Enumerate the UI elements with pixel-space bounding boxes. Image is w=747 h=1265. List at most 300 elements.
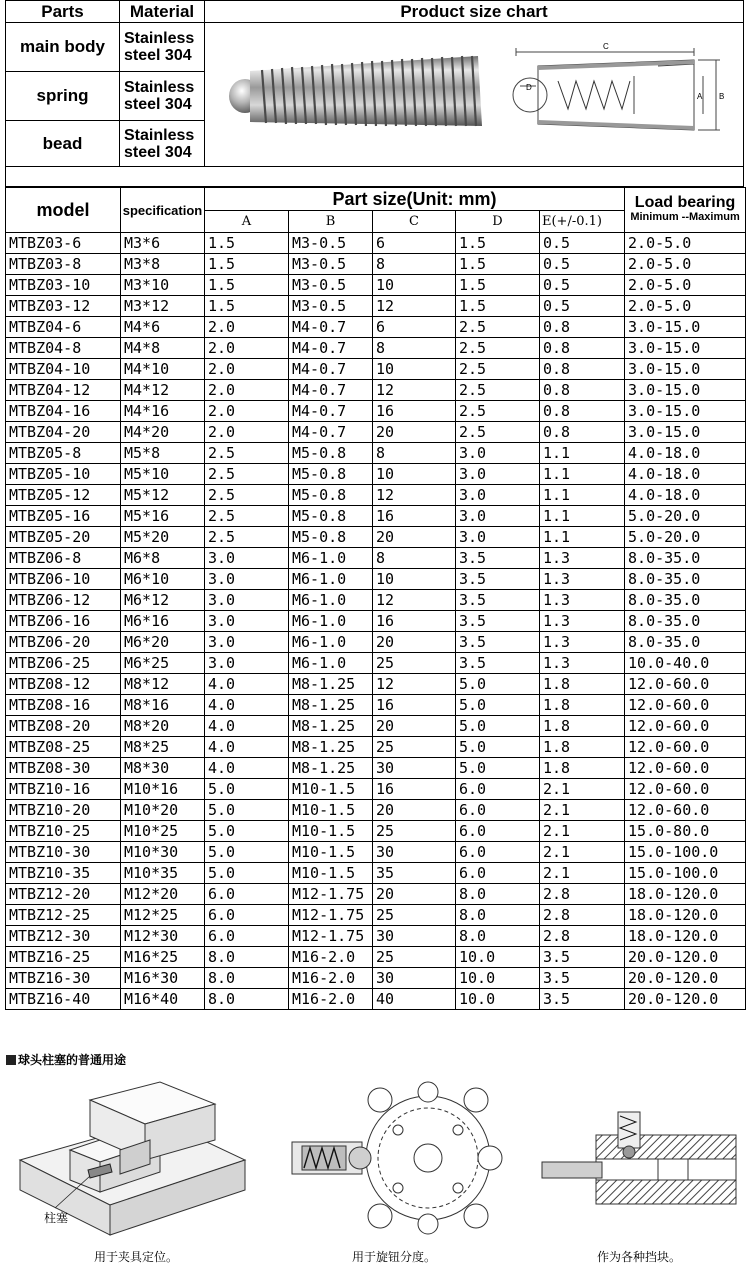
load-range-cell: 8.0-35.0	[625, 632, 746, 653]
a-cell: 1.5	[205, 296, 289, 317]
specification-cell: M12*30	[121, 926, 205, 947]
table-row	[6, 842, 746, 863]
c-cell: 12	[373, 485, 456, 506]
load-range-cell: 3.0-15.0	[625, 380, 746, 401]
col-e-header: E(+/-0.1)	[540, 211, 625, 233]
usage-title-text: 球头柱塞的普通用途	[18, 1053, 127, 1067]
b-cell: M6-1.0	[289, 569, 373, 590]
material-line: steel 304	[124, 96, 192, 113]
table-row	[6, 716, 746, 737]
bullet-square	[6, 1055, 16, 1065]
b-cell: M8-1.25	[289, 716, 373, 737]
col-a-header: A	[205, 211, 289, 233]
b-cell: M6-1.0	[289, 653, 373, 674]
e-cell: 2.1	[540, 821, 625, 842]
load-range-cell: 4.0-18.0	[625, 464, 746, 485]
b-cell: M4-0.7	[289, 380, 373, 401]
d-cell: 3.0	[456, 485, 540, 506]
specification-header: specification	[121, 188, 205, 233]
e-cell: 1.8	[540, 758, 625, 779]
d-cell: 5.0	[456, 674, 540, 695]
table-row	[6, 947, 746, 968]
table-row	[6, 758, 746, 779]
model-cell: MTBZ05-16	[6, 506, 121, 527]
specification-cell: M5*10	[121, 464, 205, 485]
specification-cell: M10*16	[121, 779, 205, 800]
table-row	[6, 611, 746, 632]
material-line: steel 304	[124, 47, 192, 64]
specification-cell: M8*16	[121, 695, 205, 716]
table-row	[6, 317, 746, 338]
col-b-header: B	[289, 211, 373, 233]
a-cell: 2.5	[205, 527, 289, 548]
table-row	[6, 401, 746, 422]
caption-knob: 用于旋钮分度。	[352, 1250, 437, 1264]
table-row	[6, 968, 746, 989]
specification-cell: M4*10	[121, 359, 205, 380]
d-cell: 5.0	[456, 695, 540, 716]
c-cell: 16	[373, 779, 456, 800]
model-cell: MTBZ06-16	[6, 611, 121, 632]
d-cell: 10.0	[456, 968, 540, 989]
d-cell: 3.0	[456, 464, 540, 485]
a-cell: 6.0	[205, 905, 289, 926]
specification-cell: M8*20	[121, 716, 205, 737]
c-cell: 10	[373, 275, 456, 296]
model-cell: MTBZ03-6	[6, 233, 121, 254]
b-cell: M5-0.8	[289, 464, 373, 485]
c-cell: 30	[373, 968, 456, 989]
model-cell: MTBZ03-8	[6, 254, 121, 275]
load-range-cell: 3.0-15.0	[625, 317, 746, 338]
load-range-cell: 2.0-5.0	[625, 233, 746, 254]
spec-table	[5, 187, 746, 1010]
c-cell: 12	[373, 380, 456, 401]
specification-cell: M3*12	[121, 296, 205, 317]
specification-cell: M4*6	[121, 317, 205, 338]
material-row	[6, 121, 205, 167]
e-cell: 1.1	[540, 464, 625, 485]
b-cell: M4-0.7	[289, 422, 373, 443]
specification-cell: M12*20	[121, 884, 205, 905]
specification-cell: M16*25	[121, 947, 205, 968]
e-cell: 1.1	[540, 485, 625, 506]
d-cell: 2.5	[456, 422, 540, 443]
model-cell: MTBZ06-10	[6, 569, 121, 590]
load-range-cell: 2.0-5.0	[625, 296, 746, 317]
e-cell: 0.8	[540, 401, 625, 422]
dim-d-label: D	[526, 83, 532, 92]
load-bearing-range-label: Minimum --Maximum	[630, 211, 740, 223]
b-cell: M10-1.5	[289, 800, 373, 821]
a-cell: 4.0	[205, 674, 289, 695]
model-cell: MTBZ10-20	[6, 800, 121, 821]
e-cell: 1.3	[540, 611, 625, 632]
load-range-cell: 20.0-120.0	[625, 947, 746, 968]
b-cell: M12-1.75	[289, 884, 373, 905]
d-cell: 2.5	[456, 317, 540, 338]
b-cell: M10-1.5	[289, 779, 373, 800]
material-line: steel 304	[124, 144, 192, 161]
load-range-cell: 12.0-60.0	[625, 779, 746, 800]
specification-cell: M5*16	[121, 506, 205, 527]
b-cell: M6-1.0	[289, 590, 373, 611]
c-cell: 12	[373, 296, 456, 317]
model-cell: MTBZ08-20	[6, 716, 121, 737]
c-cell: 25	[373, 947, 456, 968]
specification-cell: M6*12	[121, 590, 205, 611]
c-cell: 6	[373, 317, 456, 338]
specification-cell: M10*20	[121, 800, 205, 821]
material-value	[120, 23, 205, 71]
load-bearing-header	[625, 188, 746, 233]
b-cell: M6-1.0	[289, 611, 373, 632]
e-cell: 1.3	[540, 590, 625, 611]
load-range-cell: 4.0-18.0	[625, 485, 746, 506]
a-cell: 4.0	[205, 695, 289, 716]
model-cell: MTBZ08-16	[6, 695, 121, 716]
e-cell: 2.8	[540, 905, 625, 926]
table-row	[6, 800, 746, 821]
part-name: spring	[6, 72, 120, 120]
specification-cell: M10*30	[121, 842, 205, 863]
dim-c-label: C	[603, 42, 609, 51]
load-range-cell: 5.0-20.0	[625, 506, 746, 527]
table-row	[6, 989, 746, 1010]
c-cell: 20	[373, 716, 456, 737]
load-range-cell: 18.0-120.0	[625, 905, 746, 926]
load-range-cell: 15.0-80.0	[625, 821, 746, 842]
c-cell: 16	[373, 506, 456, 527]
b-cell: M6-1.0	[289, 548, 373, 569]
model-cell: MTBZ04-20	[6, 422, 121, 443]
col-d-header: D	[456, 211, 540, 233]
specification-cell: M5*20	[121, 527, 205, 548]
c-cell: 20	[373, 527, 456, 548]
e-cell: 2.1	[540, 779, 625, 800]
b-cell: M4-0.7	[289, 338, 373, 359]
b-cell: M16-2.0	[289, 989, 373, 1010]
load-range-cell: 4.0-18.0	[625, 443, 746, 464]
c-cell: 30	[373, 842, 456, 863]
e-cell: 2.1	[540, 863, 625, 884]
d-cell: 10.0	[456, 947, 540, 968]
specification-cell: M6*10	[121, 569, 205, 590]
table-row	[6, 464, 746, 485]
b-cell: M12-1.75	[289, 905, 373, 926]
d-cell: 8.0	[456, 884, 540, 905]
c-cell: 35	[373, 863, 456, 884]
table-row	[6, 590, 746, 611]
model-cell: MTBZ10-30	[6, 842, 121, 863]
a-cell: 2.0	[205, 380, 289, 401]
a-cell: 4.0	[205, 716, 289, 737]
b-cell: M4-0.7	[289, 317, 373, 338]
e-cell: 1.3	[540, 569, 625, 590]
load-range-cell: 8.0-35.0	[625, 569, 746, 590]
c-cell: 30	[373, 758, 456, 779]
a-cell: 2.0	[205, 422, 289, 443]
a-cell: 8.0	[205, 947, 289, 968]
c-cell: 12	[373, 674, 456, 695]
d-cell: 6.0	[456, 863, 540, 884]
model-cell: MTBZ16-30	[6, 968, 121, 989]
specification-cell: M10*35	[121, 863, 205, 884]
dim-b-label: B	[719, 92, 725, 101]
table-row	[6, 821, 746, 842]
load-range-cell: 8.0-35.0	[625, 611, 746, 632]
specification-cell: M8*30	[121, 758, 205, 779]
e-cell: 1.8	[540, 716, 625, 737]
d-cell: 3.0	[456, 527, 540, 548]
model-cell: MTBZ12-25	[6, 905, 121, 926]
b-cell: M6-1.0	[289, 632, 373, 653]
d-cell: 2.5	[456, 338, 540, 359]
e-cell: 3.5	[540, 989, 625, 1010]
d-cell: 3.5	[456, 653, 540, 674]
d-cell: 3.5	[456, 590, 540, 611]
model-cell: MTBZ10-16	[6, 779, 121, 800]
load-range-cell: 18.0-120.0	[625, 884, 746, 905]
b-cell: M10-1.5	[289, 842, 373, 863]
load-range-cell: 18.0-120.0	[625, 926, 746, 947]
load-range-cell: 2.0-5.0	[625, 254, 746, 275]
model-cell: MTBZ12-20	[6, 884, 121, 905]
c-cell: 16	[373, 611, 456, 632]
spacer-row	[5, 167, 744, 187]
c-cell: 25	[373, 905, 456, 926]
specification-cell: M4*12	[121, 380, 205, 401]
e-cell: 3.5	[540, 947, 625, 968]
d-cell: 5.0	[456, 716, 540, 737]
a-cell: 3.0	[205, 548, 289, 569]
e-cell: 1.3	[540, 632, 625, 653]
c-cell: 8	[373, 548, 456, 569]
table-row	[6, 359, 746, 380]
material-value	[120, 72, 205, 120]
d-cell: 3.5	[456, 611, 540, 632]
dim-a-label: A	[697, 92, 703, 101]
table-row	[6, 632, 746, 653]
d-cell: 5.0	[456, 758, 540, 779]
spec-table-body	[6, 233, 746, 1010]
d-cell: 1.5	[456, 233, 540, 254]
specification-cell: M12*25	[121, 905, 205, 926]
d-cell: 8.0	[456, 905, 540, 926]
model-cell: MTBZ06-8	[6, 548, 121, 569]
table-row	[6, 884, 746, 905]
material-row	[6, 72, 205, 121]
c-cell: 8	[373, 338, 456, 359]
model-cell: MTBZ05-8	[6, 443, 121, 464]
col-c-header: C	[373, 211, 456, 233]
table-row	[6, 485, 746, 506]
b-cell: M3-0.5	[289, 275, 373, 296]
d-cell: 2.5	[456, 380, 540, 401]
c-cell: 25	[373, 653, 456, 674]
a-cell: 3.0	[205, 569, 289, 590]
a-cell: 3.0	[205, 590, 289, 611]
e-cell: 0.8	[540, 380, 625, 401]
specification-cell: M3*8	[121, 254, 205, 275]
d-cell: 3.5	[456, 548, 540, 569]
e-cell: 0.8	[540, 422, 625, 443]
table-row	[6, 926, 746, 947]
a-cell: 5.0	[205, 779, 289, 800]
b-cell: M8-1.25	[289, 758, 373, 779]
c-cell: 20	[373, 422, 456, 443]
a-cell: 1.5	[205, 254, 289, 275]
load-range-cell: 12.0-60.0	[625, 695, 746, 716]
table-row	[6, 548, 746, 569]
specification-cell: M6*25	[121, 653, 205, 674]
plunger-schematic	[498, 26, 734, 152]
part-name: bead	[6, 121, 120, 167]
a-cell: 2.5	[205, 506, 289, 527]
specification-cell: M4*20	[121, 422, 205, 443]
table-row	[6, 380, 746, 401]
table-row	[6, 527, 746, 548]
specification-cell: M8*25	[121, 737, 205, 758]
e-cell: 2.8	[540, 884, 625, 905]
c-cell: 25	[373, 737, 456, 758]
d-cell: 3.5	[456, 569, 540, 590]
model-header: model	[6, 188, 121, 233]
c-cell: 8	[373, 254, 456, 275]
model-cell: MTBZ10-35	[6, 863, 121, 884]
c-cell: 40	[373, 989, 456, 1010]
a-cell: 5.0	[205, 842, 289, 863]
table-row	[6, 422, 746, 443]
table-row	[6, 674, 746, 695]
table-row	[6, 863, 746, 884]
e-cell: 1.8	[540, 695, 625, 716]
b-cell: M12-1.75	[289, 926, 373, 947]
specification-cell: M3*10	[121, 275, 205, 296]
table-row	[6, 905, 746, 926]
e-cell: 0.5	[540, 275, 625, 296]
caption-stopper: 作为各种挡块。	[597, 1250, 682, 1264]
a-cell: 2.5	[205, 464, 289, 485]
model-cell: MTBZ16-25	[6, 947, 121, 968]
material-line: Stainless	[124, 79, 195, 96]
ball-plunger-photo	[220, 26, 495, 152]
a-cell: 4.0	[205, 737, 289, 758]
d-cell: 8.0	[456, 926, 540, 947]
a-cell: 2.0	[205, 338, 289, 359]
model-cell: MTBZ06-20	[6, 632, 121, 653]
e-cell: 1.1	[540, 527, 625, 548]
model-cell: MTBZ05-20	[6, 527, 121, 548]
c-cell: 8	[373, 443, 456, 464]
model-cell: MTBZ08-25	[6, 737, 121, 758]
table-row	[6, 506, 746, 527]
d-cell: 6.0	[456, 779, 540, 800]
model-cell: MTBZ04-8	[6, 338, 121, 359]
c-cell: 6	[373, 233, 456, 254]
caption-fixture: 用于夹具定位。	[94, 1250, 179, 1264]
e-cell: 1.8	[540, 737, 625, 758]
c-cell: 20	[373, 632, 456, 653]
b-cell: M8-1.25	[289, 695, 373, 716]
table-row	[6, 233, 746, 254]
part-name: main body	[6, 23, 120, 71]
b-cell: M5-0.8	[289, 527, 373, 548]
load-range-cell: 3.0-15.0	[625, 422, 746, 443]
specification-cell: M5*12	[121, 485, 205, 506]
load-range-cell: 12.0-60.0	[625, 800, 746, 821]
knob-indexing-figure	[288, 1080, 513, 1240]
material-value	[120, 121, 205, 167]
e-cell: 2.1	[540, 800, 625, 821]
specification-cell: M8*12	[121, 674, 205, 695]
a-cell: 2.0	[205, 359, 289, 380]
specification-cell: M16*40	[121, 989, 205, 1010]
usage-title	[6, 1051, 126, 1068]
d-cell: 1.5	[456, 275, 540, 296]
model-cell: MTBZ06-12	[6, 590, 121, 611]
material-line: Stainless	[124, 30, 195, 47]
a-cell: 3.0	[205, 632, 289, 653]
a-cell: 1.5	[205, 233, 289, 254]
c-cell: 16	[373, 401, 456, 422]
load-range-cell: 5.0-20.0	[625, 527, 746, 548]
d-cell: 6.0	[456, 842, 540, 863]
d-cell: 3.0	[456, 443, 540, 464]
load-bearing-title: Load bearing	[634, 194, 736, 211]
load-range-cell: 20.0-120.0	[625, 968, 746, 989]
specification-cell: M6*16	[121, 611, 205, 632]
a-cell: 6.0	[205, 926, 289, 947]
e-cell: 2.8	[540, 926, 625, 947]
specification-cell: M10*25	[121, 821, 205, 842]
parts-header: Parts	[6, 1, 120, 23]
load-range-cell: 8.0-35.0	[625, 548, 746, 569]
c-cell: 20	[373, 884, 456, 905]
a-cell: 3.0	[205, 653, 289, 674]
specification-cell: M4*8	[121, 338, 205, 359]
a-cell: 2.5	[205, 485, 289, 506]
e-cell: 1.1	[540, 506, 625, 527]
table-row	[6, 338, 746, 359]
b-cell: M16-2.0	[289, 968, 373, 989]
load-range-cell: 8.0-35.0	[625, 590, 746, 611]
load-range-cell: 12.0-60.0	[625, 758, 746, 779]
specification-cell: M6*8	[121, 548, 205, 569]
c-cell: 20	[373, 800, 456, 821]
a-cell: 5.0	[205, 863, 289, 884]
a-cell: 5.0	[205, 821, 289, 842]
model-cell: MTBZ10-25	[6, 821, 121, 842]
b-cell: M5-0.8	[289, 506, 373, 527]
e-cell: 0.5	[540, 296, 625, 317]
model-cell: MTBZ04-6	[6, 317, 121, 338]
b-cell: M5-0.8	[289, 485, 373, 506]
b-cell: M4-0.7	[289, 359, 373, 380]
e-cell: 1.3	[540, 653, 625, 674]
a-cell: 1.5	[205, 275, 289, 296]
load-range-cell: 12.0-60.0	[625, 674, 746, 695]
load-range-cell: 12.0-60.0	[625, 737, 746, 758]
size-chart-header: Product size chart	[205, 1, 743, 23]
b-cell: M3-0.5	[289, 296, 373, 317]
table-row	[6, 695, 746, 716]
model-cell: MTBZ04-10	[6, 359, 121, 380]
e-cell: 3.5	[540, 968, 625, 989]
c-cell: 16	[373, 695, 456, 716]
b-cell: M8-1.25	[289, 674, 373, 695]
load-range-cell: 15.0-100.0	[625, 863, 746, 884]
